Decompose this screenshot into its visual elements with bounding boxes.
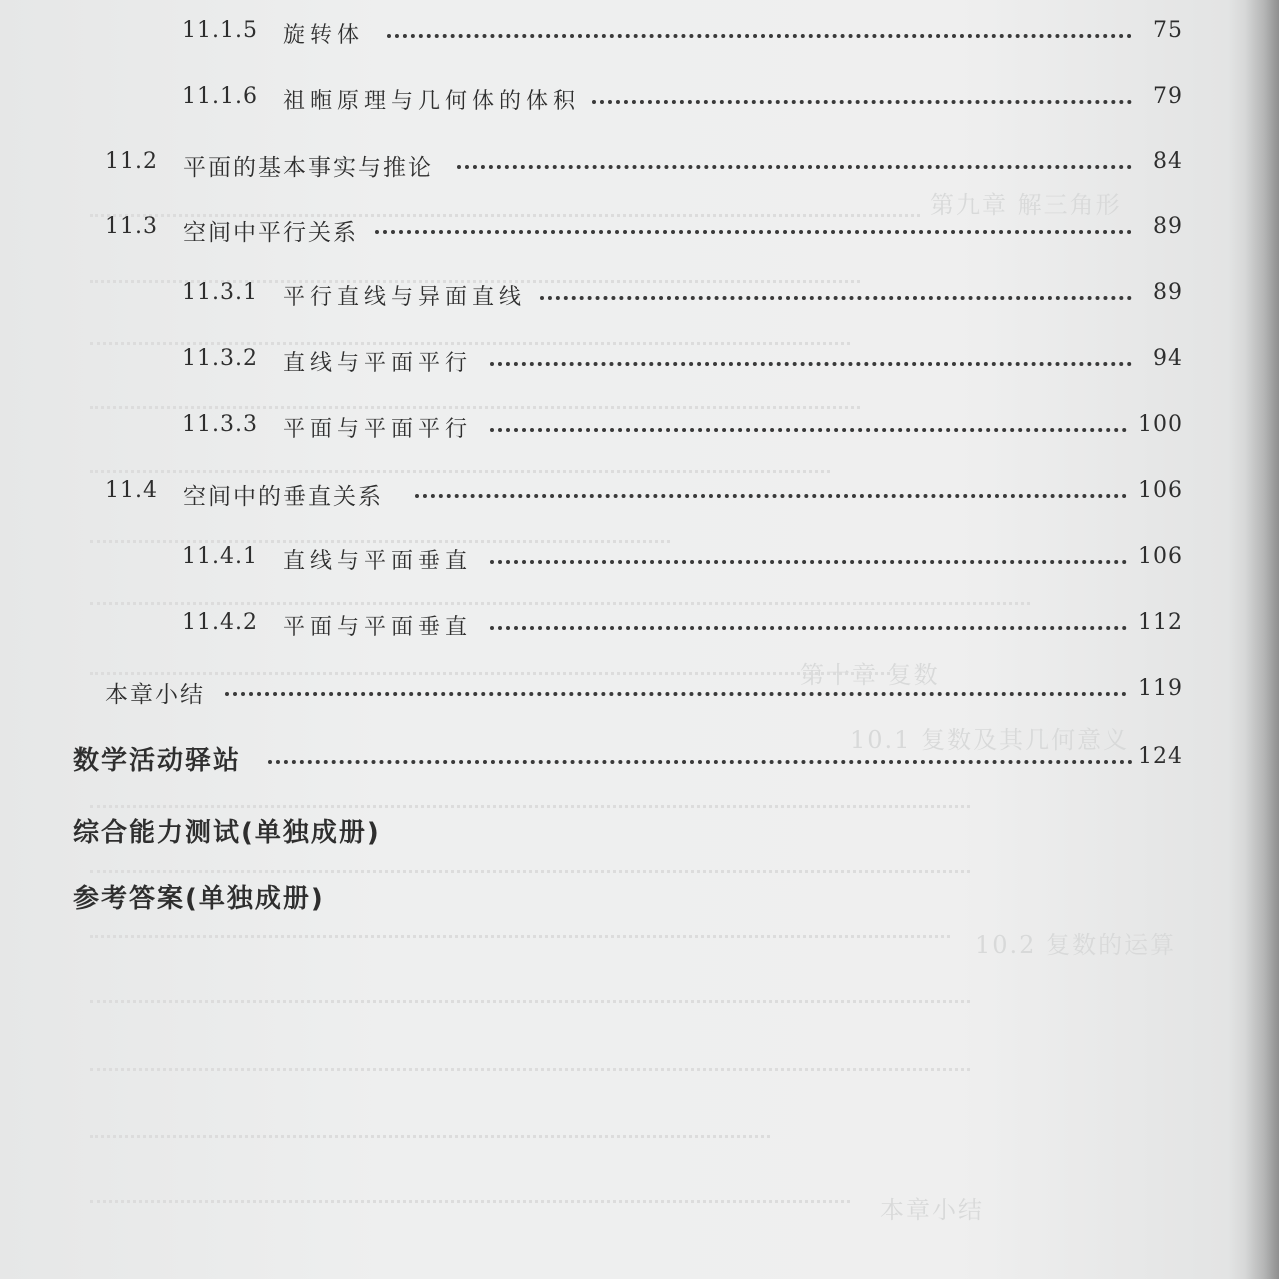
toc-entry (0, 878, 1279, 918)
leader-dots (268, 760, 1133, 764)
entry-number: 11.4.1 (182, 544, 258, 569)
entry-page: 84 (1153, 149, 1183, 174)
toc-entry (0, 342, 1279, 382)
toc-entry (0, 474, 1279, 514)
toc-entry (0, 606, 1279, 646)
entry-page: 79 (1153, 84, 1183, 109)
toc-entry (0, 210, 1279, 250)
leader-dots (490, 362, 1132, 366)
entry-number: 11.4 (105, 478, 158, 503)
entry-number: 11.2 (105, 149, 158, 174)
leader-dots (490, 560, 1127, 564)
toc-entry (0, 408, 1279, 448)
leader-dots (457, 165, 1132, 169)
entry-page: 106 (1138, 544, 1183, 569)
entry-title: 平面与平面垂直 (283, 615, 473, 640)
entry-page: 112 (1138, 610, 1183, 635)
leader-dots (490, 428, 1127, 432)
bleed-through-dots (90, 1200, 850, 1203)
leader-dots (225, 692, 1127, 696)
toc-entry (0, 812, 1279, 852)
bleed-through-text: 第九章 解三角形 (930, 191, 1122, 219)
leader-dots (592, 100, 1132, 104)
leader-dots (375, 230, 1132, 234)
bleed-through-text: 本章小结 (880, 1196, 984, 1224)
bleed-through-dots (90, 935, 950, 938)
book-spine-shadow (1245, 0, 1279, 1279)
leader-dots (387, 34, 1132, 38)
toc-entry (0, 80, 1279, 120)
entry-number: 11.4.2 (182, 610, 258, 635)
entry-page: 89 (1153, 214, 1183, 239)
entry-number: 11.3 (105, 214, 158, 239)
bleed-through-dots (90, 1068, 970, 1071)
entry-page: 94 (1153, 346, 1183, 371)
entry-number: 11.1.5 (182, 18, 258, 43)
entry-title: 直线与平面平行 (283, 351, 473, 376)
toc-entry (0, 540, 1279, 580)
entry-title: 平面与平面平行 (283, 417, 473, 442)
bleed-through-dots (90, 805, 970, 808)
entry-number: 11.3.3 (182, 412, 258, 437)
entry-number: 11.3.1 (182, 280, 258, 305)
bleed-through-text: 10.1 复数及其几何意义 (850, 726, 1130, 754)
toc-entry (0, 672, 1279, 712)
entry-page: 119 (1138, 676, 1183, 701)
bleed-through-dots (90, 602, 1030, 605)
leader-dots (490, 626, 1127, 630)
entry-title: 旋转体 (283, 23, 365, 48)
entry-number: 11.3.2 (182, 346, 258, 371)
entry-title: 平行直线与异面直线 (283, 285, 527, 310)
bleed-through-dots (90, 870, 970, 873)
entry-number: 11.1.6 (182, 84, 258, 109)
toc-entry (0, 145, 1279, 185)
entry-title: 数学活动驿站 (73, 746, 242, 776)
entry-title: 本章小结 (105, 682, 205, 708)
entry-page: 124 (1138, 744, 1183, 769)
bleed-through-dots (90, 1000, 970, 1003)
entry-page: 106 (1138, 478, 1183, 503)
entry-page: 75 (1153, 18, 1183, 43)
toc-entry (0, 276, 1279, 316)
entry-title: 直线与平面垂直 (283, 549, 473, 574)
bleed-through-dots (90, 1135, 770, 1138)
entry-title: 空间中的垂直关系 (183, 484, 383, 510)
entry-title: 空间中平行关系 (183, 220, 358, 246)
bleed-through-dots (90, 470, 830, 473)
entry-title: 综合能力测试(单独成册) (73, 818, 381, 848)
entry-title: 参考答案(单独成册) (73, 884, 325, 914)
entry-title: 祖暅原理与几何体的体积 (283, 89, 581, 114)
bleed-through-text: 10.2 复数的运算 (975, 931, 1177, 959)
toc-entry (0, 14, 1279, 54)
bleed-through-text: 第十章 复数 (800, 661, 940, 689)
leader-dots (540, 296, 1132, 300)
entry-page: 89 (1153, 280, 1183, 305)
toc-entry (0, 740, 1279, 780)
leader-dots (415, 494, 1127, 498)
entry-page: 100 (1138, 412, 1183, 437)
entry-title: 平面的基本事实与推论 (183, 155, 433, 181)
